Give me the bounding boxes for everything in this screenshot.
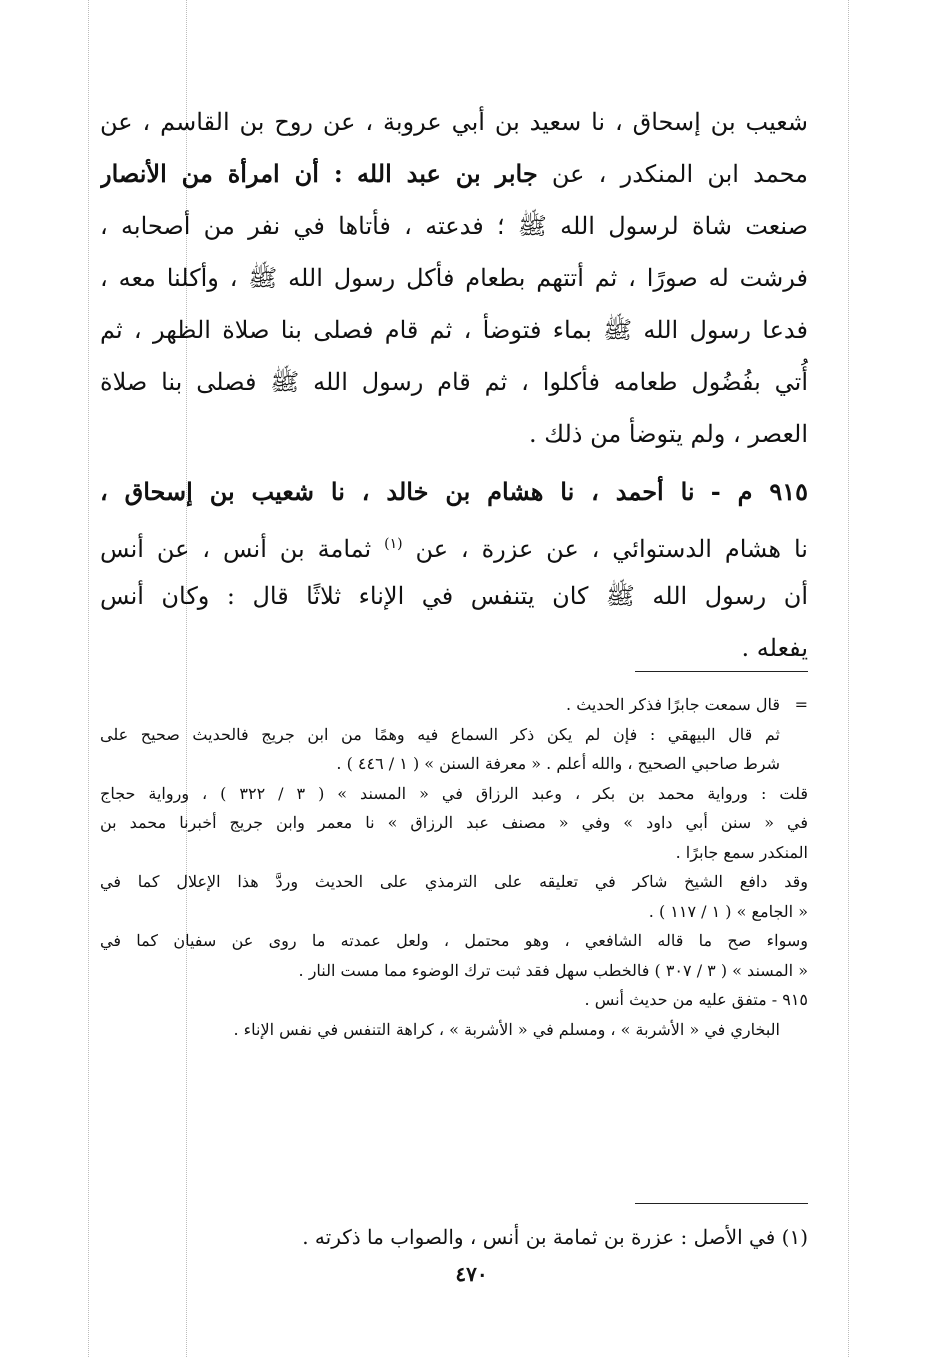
notes-divider [635, 671, 808, 672]
text-line: أن رسول الله ﷺ كان يتنفس في الإناء ثلاثًا قال : وكان أنس [100, 582, 808, 610]
continuation-marker: = [794, 695, 808, 714]
text-line: أُتي بفُضُول طعامه فأكلوا ، ثم قام رسول الله ﷺ فصلى بنا صلاة [100, 368, 808, 396]
note-line: « الجامع » ( ١ / ١١٧ ) . [648, 901, 808, 921]
footnote-divider [635, 1203, 808, 1204]
note-line: المنكدر سمع جابرًا . [675, 842, 808, 862]
text-line: نا هشام الدستوائي ، عن عزرة ، عن $^{(١)}$ ثمامة بن أنس ، عن أنس [100, 535, 808, 563]
note-line: « المسند » ( ٣ / ٣٠٧ ) فالخطب سهل فقد ثبت ترك الوضوء مما مست النار . [298, 960, 808, 980]
note-line: ثم قال البيهقي : فإن لم يكن ذكر السماع فيه وهمًا من ابن جريج فالحديث صحيح على [100, 724, 780, 744]
footnote: (١) في الأصل : عزرة بن ثمامة بن أنس ، والصواب ما ذكرته . [302, 1225, 808, 1249]
main-text [100, 96, 808, 674]
hadith-number: ٩١٥ م - [710, 477, 808, 506]
note-line: وسواء صح ما قاله الشافعي ، وهو محتمل ، ولعل عمدته ما روى عن سفيان كما في [100, 931, 808, 950]
text-line: صنعت شاة لرسول الله ﷺ ؛ فدعته ، فأتاها في نفر من أصحابه ، [100, 212, 808, 240]
narrator-name: جابر بن عبد الله [356, 159, 538, 188]
commentary-notes [100, 690, 808, 1044]
text-line: محمد ابن المنكدر ، عن جابر بن عبد الله : أن امرأة من الأنصار [100, 159, 808, 188]
note-line: قلت : ورواية محمد بن بكر ، وعبد الرزاق في « المسند » ( ٣ / ٣٢٢ ) ، ورواية حجاج [100, 783, 808, 803]
text-line: يفعله . [741, 634, 808, 662]
scan-margin-dots [848, 0, 849, 1357]
note-line: شرط صاحبي الصحيح ، والله أعلم . « معرفة السنن » ( ١ / ٤٤٦ ) . [336, 754, 780, 773]
page-number: ٤٧٠ [455, 1262, 488, 1286]
footnote-ref: (١) [384, 536, 403, 552]
text-line: شعيب بن إسحاق ، نا سعيد بن أبي عروبة ، عن روح بن القاسم ، عن [100, 108, 808, 136]
note-line: في « سنن أبي داود » وفي « مصنف عبد الرزاق » نا معمر وابن جريج أخبرنا محمد بن [100, 813, 808, 832]
note-line: ٩١٥ - متفق عليه من حديث أنس . [584, 990, 808, 1009]
text-line: فدعا رسول الله ﷺ بماء فتوضأ ، ثم قام فصلى بنا صلاة الظهر ، ثم [100, 316, 808, 344]
scan-margin-dots [88, 0, 89, 1357]
note-line: وقد دافع الشيخ شاكر في تعليقه على الترمذي على الحديث وردَّ هذا الإعلال كما في [100, 872, 808, 891]
text-line: ٩١٥ م - نا أحمد ، نا هشام بن خالد ، نا شعيب بن إسحاق ، [100, 477, 808, 506]
note-line: البخاري في « الأشربة » ، ومسلم في « الأشربة » ، كراهة التنفس في نفس الإناء . [233, 1019, 780, 1039]
note-line: = قال سمعت جابرًا فذكر الحديث . [100, 690, 808, 720]
text-line: العصر ، ولم يتوضأ من ذلك . [529, 420, 808, 448]
text-line: فرشت له صورًا ، ثم أتتهم بطعام فأكل رسول الله ﷺ ، وأكلنا معه ، [100, 264, 808, 292]
